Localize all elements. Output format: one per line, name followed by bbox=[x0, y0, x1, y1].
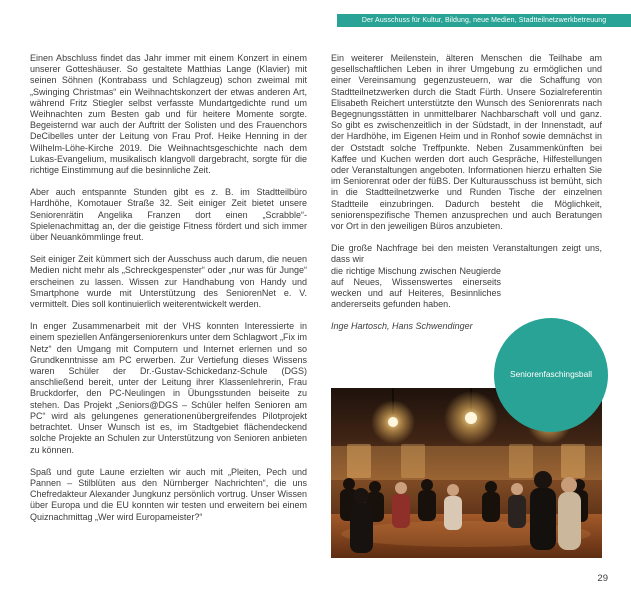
paragraph: Ein weiterer Meilenstein, älteren Menschen die Teilhabe am gesellschaftlichen Leben in ihrer Umgebung zu ermöglichen und einer Vereinsamung gegenzusteuern, war die Schaffung von Stadtteilnetzwerken durch die Stadt Fürth. Unsere Sozialreferentin Elisabeth Reichert unterstützte den Wunsch des Seniorenrats nach Begegnungsstätten in unmittelbarer Nachbarschaft voll und ganz. So gibt es zwischenzeitlich in der Südstadt, in der Innenstadt, auf der Hardhöhe, im Eigenen Heim und in Ronhof sowie demnächst in der Oststadt solche Treffpunkte. Neben Zusammenkünften bei Kaffee und Kuchen werden dort auch Gespräche, Hilfestellungen oder Veranstaltungen angeboten. Informationen hierzu erhalten Sie im Seniorenrat oder der füBS. Der Kulturausschuss ist bemüht, sich in die Stadtteilnetzwerke und Runden Tische der einzelnen Stadtteile einzubringen. Dadurch besteht die Möglichkeit, seniorenspezifische Themen anzusprechen und auch Beratungen vor Ort in den jeweiligen Büros anzubieten. bbox=[331, 53, 602, 232]
photo-badge-label: Seniorenfaschingsball bbox=[510, 369, 592, 380]
left-column bbox=[30, 53, 307, 534]
paragraph: die richtige Mischung zwischen Neugierde auf Neues, Wissenswertes einerseits wecken und auf Heiteres, Besinnliches andererseits gefunden haben. bbox=[331, 265, 501, 310]
paragraph: Spaß und gute Laune erzielten wir auch mit „Pleiten, Pech und Pannen – Stilblüten aus den Nürnberger Nachrichten“, die uns Chefredakteur Alexander Jungkunz persönlich vortrug. Unser Wissen über Europa und die EU konnten wir testen und erweitern bei einem Quiznachmittag „Wer wird Europameister?“ bbox=[30, 466, 307, 522]
paragraph: Einen Abschluss findet das Jahr immer mit einem Konzert in einem unserer Gotteshäuser. So gestaltete Matthias Lange (Klavier) mit seinen Söhnen (Kontrabass und Schlagzeug) schon zweimal mit „Swinging Christmas“ ein Weihnachtskonzert der etwas anderen Art, während Fritz Stiegler selbst verfasste Mundartgedichte rund um Weihnachten zum Besten gab und für heitere Momente sorgte. Begeisternd war auch der Auftritt der Solisten und des Frauenchors DeCibelles unter der Leitung von Frau Prof. Heike Henning in der Wilhelm-Löhe-Kirche 2019. Die Weihnachtsgeschichte nach dem Lukas-Evangelium, musikalisch klangvoll dargebracht, sorgte für die richtige Einstimmung auf die besinnliche Zeit. bbox=[30, 53, 307, 176]
right-column bbox=[331, 53, 602, 600]
paragraph: In enger Zusammenarbeit mit der VHS konnten Interessierte in einem speziellen Anfängerseniorenkurs unter dem Schlagwort „Fix im Netz“ den Umgang mit Computern und Internet erlernen und so Grundkenntnisse am PC erwerben. Zur Vertiefung dieses Wissens waren Schüler der Dr.-Gustav-Schickedanz-Schule (DGS) anschließend bereit, unter der Leitung ihrer Klassenlehrerin, Frau Bruckdorfer, den PC-Neulingen in Übungsstunden beiseite zu stehen. Das Projekt „Seniors@DGS – Schüler helfen Senioren am PC“ wird als gelungenes generationenübergreifendes Pilotprojekt betrachtet. Unser Wunsch ist es, im Stadtgebiet flächendeckend solche Projekte an Schulen zur Unterstützung von Senioren anbieten zu können. bbox=[30, 321, 307, 455]
byline: Inge Hartosch, Hans Schwendinger bbox=[331, 321, 473, 332]
paragraph: Aber auch entspannte Stunden gibt es z. B. im Stadtteilbüro Hardhöhe, Komotauer Straße 32. Seit einiger Zeit bietet unsere Seniorenrätin Angelika Franzen dort einen „Scrabble“-Spielenachmittag an, der die geistige Fitness fördert und sich immer über Neuankömmlinge freut. bbox=[30, 187, 307, 243]
paragraph: Die große Nachfrage bei den meisten Veranstaltungen zeigt uns, dass wir bbox=[331, 243, 602, 265]
header-bar bbox=[337, 14, 631, 27]
photo-badge bbox=[494, 318, 608, 432]
header-title: Der Ausschuss für Kultur, Bildung, neue Medien, Stadtteilnetzwerkbetreuung bbox=[361, 17, 607, 24]
page-number: 29 bbox=[597, 573, 608, 584]
paragraph: Seit einiger Zeit kümmert sich der Ausschuss auch darum, die neuen Medien nicht mehr als „Schreckgespenster“ oder „nur was für Junge“ erscheinen zu lassen. Wissen zur Handhabung von Handy und Smartphone wurde mit Unterstützung des SeniorenNet e. V. vermittelt. Dies soll kontinuierlich weiterentwickelt werden. bbox=[30, 254, 307, 310]
